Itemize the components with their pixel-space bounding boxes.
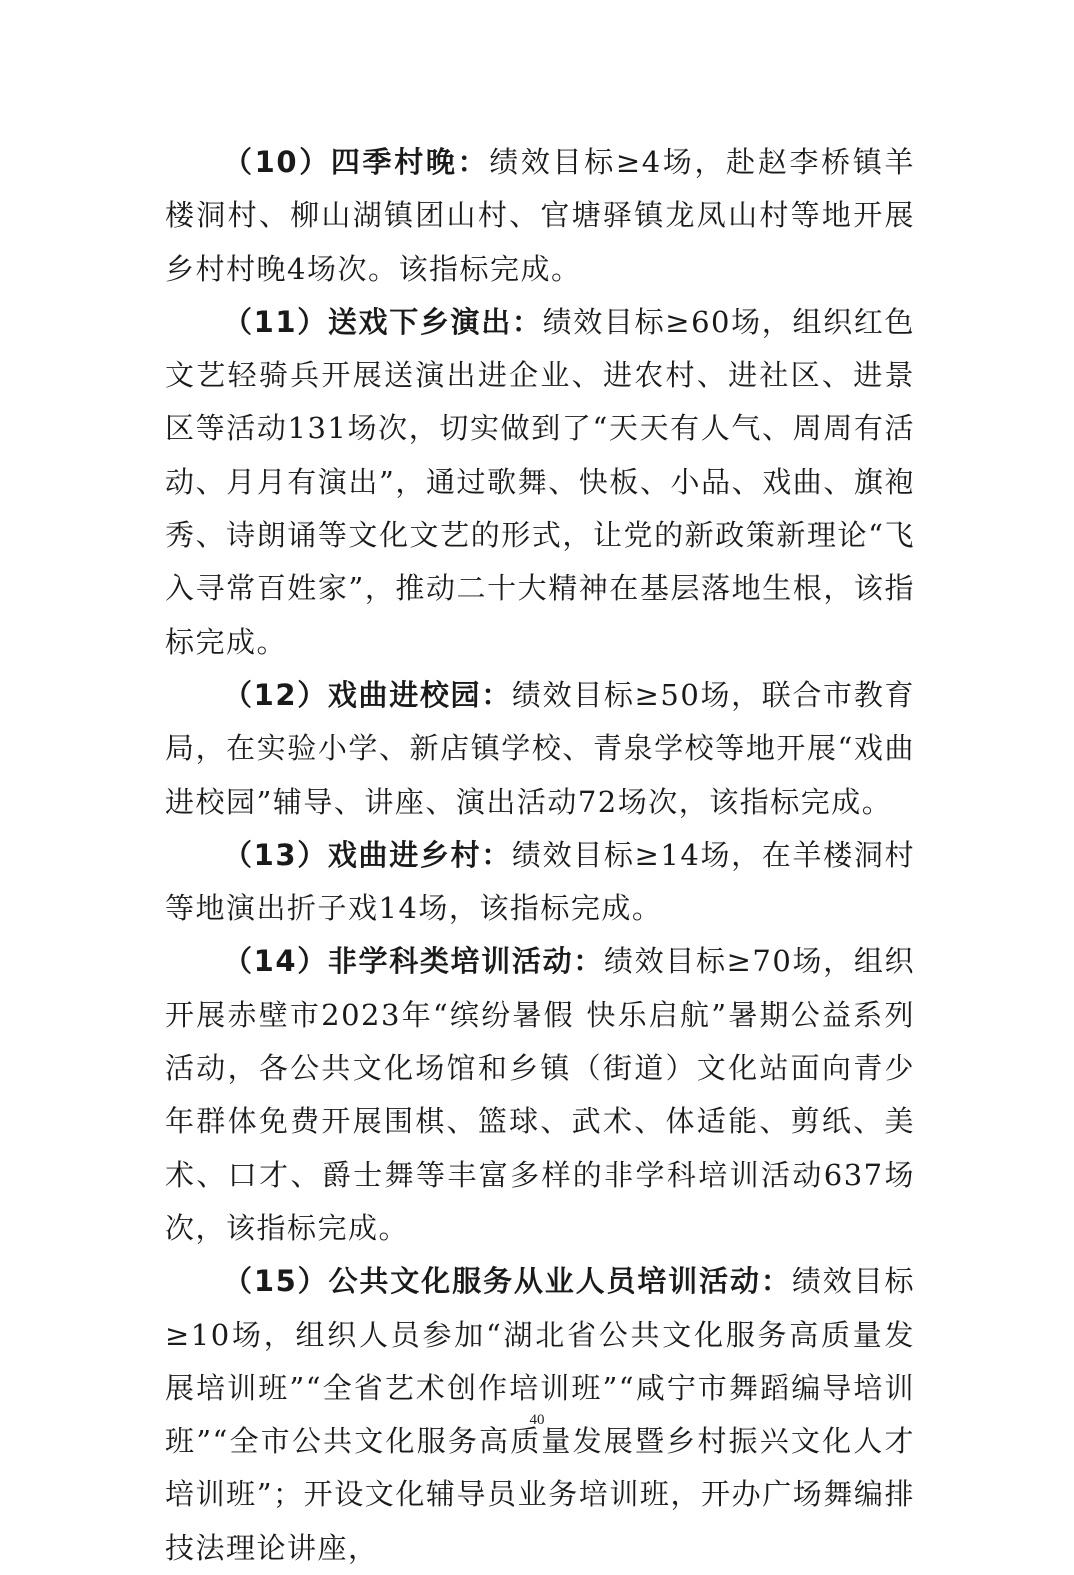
paragraph-item-10 (165, 136, 915, 296)
item-text: 绩效目标≥4场，赴赵李桥镇羊楼洞村、柳山湖镇团山村、官塘驿镇龙凤山村等地开展乡村村晚4场次。该指标完成。 (165, 145, 915, 286)
item-text: 绩效目标≥14场，在羊楼洞村等地演出折子戏14场，该指标完成。 (165, 837, 915, 926)
item-text: 绩效目标≥60场，组织红色文艺轻骑兵开展送演出进企业、进农村、进社区、进景区等活动131场次，切实做到了“天天有人气、周周有活动、月月有演出”，通过歌舞、快板、小品、戏曲、旗袍秀、诗朗诵等文化文艺的形式，让党的新政策新理论“飞入寻常百姓家”，推动二十大精神在基层落地生根，该指标完成。 (165, 304, 915, 659)
item-heading: （10）四季村晚： (223, 145, 490, 179)
paragraph-item-14 (165, 935, 915, 1255)
item-heading: （13）戏曲进乡村： (223, 837, 512, 872)
item-text: 绩效目标≥50场，联合市教育局，在实验小学、新店镇学校、青泉学校等地开展“戏曲进校园”辅导、讲座、演出活动72场次，该指标完成。 (165, 677, 915, 819)
item-heading: （14）非学科类培训活动： (223, 944, 604, 979)
item-heading: （11）送戏下乡演出： (223, 304, 543, 339)
item-heading: （15）公共文化服务从业人员培训活动： (223, 1264, 792, 1299)
item-heading: （12）戏曲进校园： (223, 677, 512, 712)
body-text (165, 136, 915, 1575)
item-text: 绩效目标≥10场，组织人员参加“湖北省公共文化服务高质量发展培训班”“全省艺术创作培训班”“咸宁市舞蹈编导培训班”“全市公共文化服务高质量发展暨乡村振兴文化人才培训班”；开设文化辅导员业务培训班，开办广场舞编排技法理论讲座， (165, 1264, 915, 1565)
page-number: 40 (529, 1412, 545, 1428)
paragraph-item-11 (165, 296, 915, 669)
item-text: 绩效目标≥70场，组织开展赤壁市2023年“缤纷暑假 快乐启航”暑期公益系列活动，各公共文化场馆和乡镇（街道）文化站面向青少年群体免费开展围棋、篮球、武术、体适能、剪纸、美术、口才、爵士舞等丰富多样的非学科培训活动637场次，该指标完成。 (165, 944, 915, 1245)
paragraph-item-13 (165, 829, 915, 936)
paragraph-item-12 (165, 669, 915, 829)
